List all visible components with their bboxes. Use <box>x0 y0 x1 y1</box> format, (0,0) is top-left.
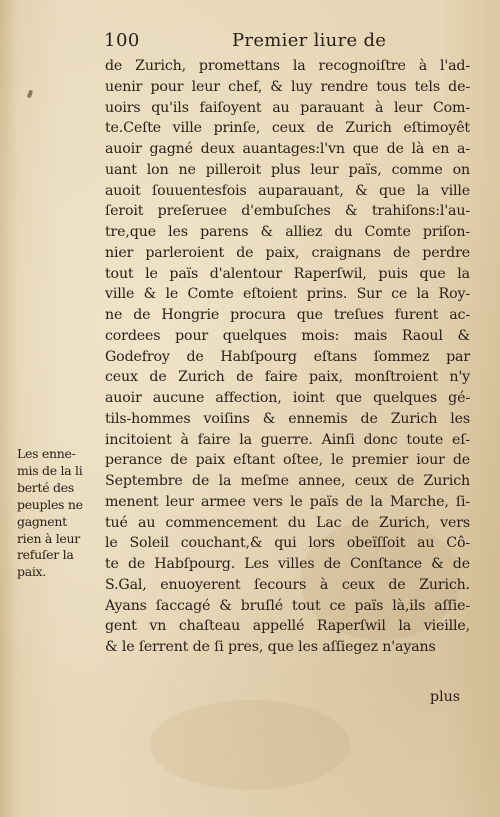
margin-note-line: mis de la li <box>17 462 83 478</box>
text-line: auoit ſouuentesfois auparauant, & que la ville <box>105 182 470 199</box>
text-line: tué au commencement du Lac de Zurich, vers <box>105 514 470 531</box>
catchword: plus <box>430 689 461 705</box>
ink-mark <box>27 90 33 99</box>
text-line: te.Ceſte ville prinſe, ceux de Zurich eſtimoyêt <box>105 120 470 137</box>
text-line: ſeroit preſeruee d'embuſches & trahiſons:l'au- <box>105 203 470 220</box>
margin-note-line: peuples ne <box>17 496 83 512</box>
paper-stain <box>150 700 350 790</box>
text-line: incitoient à faire la guerre. Ainſi donc toute eſ- <box>105 431 470 448</box>
margin-note-line: gagnent <box>17 513 67 529</box>
text-line: uenir pour leur chef, & luy rendre tous tels de- <box>105 78 470 95</box>
text-line: auoir gagné deux auantages:l'vn que de là en a- <box>105 141 470 157</box>
text-line: te de Habſpourg. Les villes de Conſtance & de <box>105 556 470 572</box>
text-line: perance de paix eſtant oſtee, le premier iour de <box>105 452 470 469</box>
text-line: Ayans ſaccagé & bruſlé tout ce païs là,ils aſſie- <box>105 597 470 614</box>
body-text <box>105 56 470 658</box>
text-line: S.Gal, enuoyerent ſecours à ceux de Zurich. <box>105 576 470 593</box>
text-line: menent leur armee vers le païs de la Marche, ſi- <box>105 493 470 510</box>
text-line: uant lon ne pilleroit plus leur païs, comme on <box>105 161 470 178</box>
text-line: cordees pour quelques mois: mais Raoul & <box>105 327 470 344</box>
text-line: Godefroy de Habſpourg eſtans ſommez par <box>105 348 470 365</box>
text-line: tre,que les parens & alliez du Comte priſon- <box>105 224 470 240</box>
margin-note-line: paix. <box>17 564 46 580</box>
text-line: le Soleil couchant,& qui lors obeïſſoit au Cô- <box>105 535 470 552</box>
text-line: ceux de Zurich de faire paix, monſtroient n'y <box>105 369 470 386</box>
text-line: ville & le Comte eſtoient prins. Sur ce la Roy- <box>105 286 470 303</box>
text-line: & le ſerrent de ſi pres, que les aſſiegez n'ayans <box>105 639 436 655</box>
margin-note-line: berté des <box>17 479 74 495</box>
margin-note-line: refuſer la <box>17 547 74 563</box>
margin-note <box>17 446 99 581</box>
page-header <box>0 30 500 54</box>
text-line: gent vn chaſteau appellé Raperſwil la vieille, <box>105 618 470 635</box>
text-line: auoir aucune affection, ioint que quelques gé- <box>105 390 470 406</box>
page-number: 100 <box>104 30 140 51</box>
text-line: ne de Hongrie procura que treſues furent ac- <box>105 307 470 323</box>
margin-note-line: Les enne- <box>17 446 76 461</box>
text-line: nier parleroient de paix, craignans de perdre <box>105 244 470 261</box>
running-title: Premier liure de <box>232 30 387 51</box>
text-line: uoirs qu'ils faiſoyent au parauant à leur Com- <box>105 99 470 116</box>
text-line: tils-hommes voiſins & ennemis de Zurich les <box>105 410 470 427</box>
margin-note-line: rien à leur <box>17 530 80 546</box>
text-line: Septembre de la meſme annee, ceux de Zurich <box>105 473 470 489</box>
text-line: tout le païs d'alentour Raperſwil, puis que la <box>105 265 470 282</box>
text-line: de Zurich, promettans la recognoiſtre à l'ad- <box>105 58 470 74</box>
